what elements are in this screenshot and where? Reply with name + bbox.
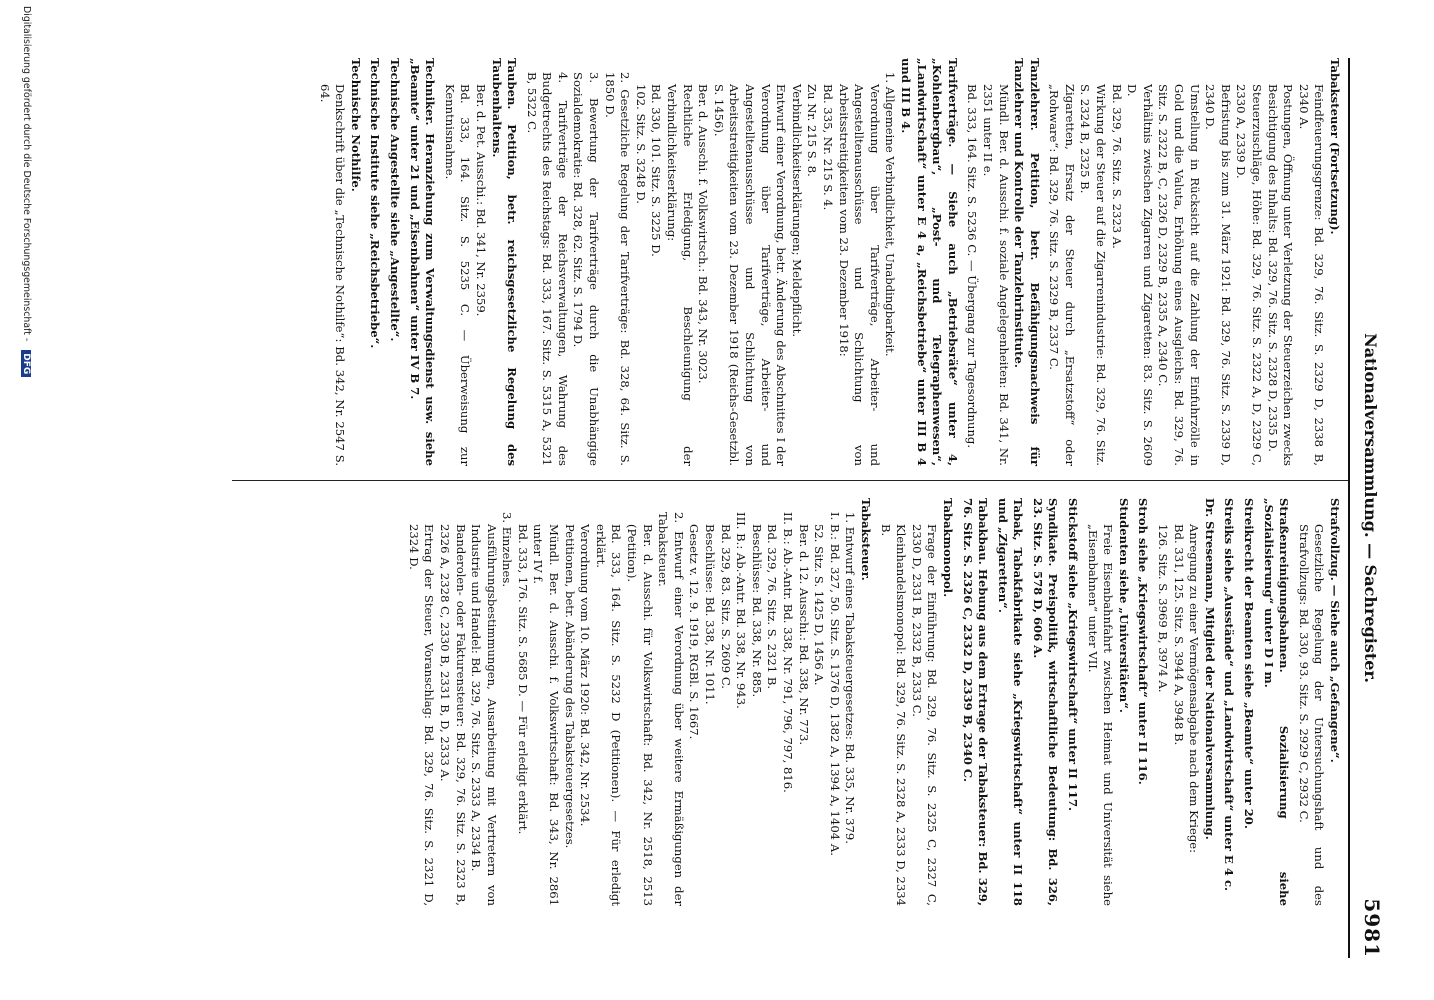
digitization-footer <box>21 6 32 996</box>
entry-line: 2. Entwurf einer Verordnung über weitere Ermäßigungen der Tabaksteuer. <box>656 512 686 906</box>
index-entry <box>441 58 519 466</box>
entry-line: Zigaretten, Ersatz der Steuer durch „Ersatzstoff“ oder „Rohware“: Bd. 329, 76. Sitz. S. 2329 B, 2337 C. <box>1047 84 1077 466</box>
footer-text: Digitalisierung gefördert durch die Deutsche Forschungsgemeinschaft - <box>21 6 32 342</box>
entry-heading: Stickstoff siehe „Kriegswirtschaft“ unter II 117. <box>1066 498 1081 812</box>
entry-line: Steuerzuschläge, Höhe: Bd. 329, 76. Sitz. S. 2322 A, D, 2329 C, 2330 A, 2339 D. <box>1234 84 1265 466</box>
entry-heading: Tarifverträge. — Siehe auch „Betriebsräte“ unter 4, „Kohlenbergbau“, „Post- und Telegraphenwesen“, „Landwirtschaft“ unter E 4 a, „Reichsbetriebe“ unter III B 4 und III B 4. <box>898 58 960 466</box>
entry-heading: Tabak, Tabakfabrikate siehe „Kriegswirtschaft“ unter II 118 und „Zigaretten“. <box>995 498 1026 906</box>
entry-heading: Tabaksteuer. <box>858 498 873 581</box>
entry-line: Freie Eisenbahnfahrt zwischen Heimat und Universität siehe „Eisenbahnen“ unter VII. <box>1085 524 1116 906</box>
entry-heading: Tanzlehrer. Petition, betr. Befähigungsnachweis für Tanzlehrer und Kontrolle der Tanzlehrinstitute. <box>1012 58 1042 466</box>
entry-heading: Tauben. Petition, betr. reichsgesetzliche Regelung des Taubenhaltens. <box>489 58 520 466</box>
index-entry <box>994 498 1025 906</box>
entry-line: Rechtliche Erledigung, Beschleunigung der Verbindlichkeitserklärung: <box>665 84 695 466</box>
entry-line: Banderolen- oder Fakturensteuer: Bd. 329, 76. Sitz. S. 2323 B, 2326 A, 2328 C, 2330 B, 2331 B, D, 2333 A. <box>437 524 468 906</box>
index-entry <box>523 58 960 466</box>
index-entry <box>406 58 437 466</box>
entry-line: Beschlüsse: Bd. 338, Nr. 1011. <box>703 524 718 705</box>
entry-line: Verordnung über Tarifverträge, Arbeiter- und Angestelltenausschüsse und Schlichtung von Arbeitsstreitigkeiten vom 23. Dezember 1918: <box>836 84 882 466</box>
entry-heading: Technische Nothilfe. <box>348 58 363 192</box>
index-entry <box>964 58 1042 466</box>
entry-line: Verordnung vom 10. März 1920: Bd. 342, Nr. 2534. <box>578 524 593 827</box>
entry-line: Bd. 333, 164. Sitz. S. 5236 C. — Übergang zur Tagesordnung. <box>965 84 980 449</box>
entry-line: Gesetzliche Regelung der Untersuchungshaft und des Strafvollzugs: Bd. 330, 93. Sitz. S. 2929 C, 2932 C. <box>1296 524 1327 906</box>
entry-line: III. B.: Ab.-Antr. Bd. 338, Nr. 943. <box>734 512 749 709</box>
dfg-logo: DFG <box>21 350 31 377</box>
entry-line: Petitionen, betr. Abänderung des Tabaksteuergesetzes. <box>562 524 577 849</box>
entry-line: Anregung zu einer Vermögensabgabe nach dem Kriege: <box>1187 524 1202 854</box>
index-entry <box>1240 498 1256 906</box>
index-entry <box>1065 498 1081 906</box>
entry-heading: Tabakbau. Hebung aus dem Ertrage der Tabaksteuer: Bd. 329, 76. Sitz. S. 2326 C, 2332 D, 2339 B, 2340 C. <box>960 498 991 906</box>
entry-line: Bd. 329, 76. Sitz. S. 2323 A. <box>1109 84 1124 249</box>
entry-line: I. B.: Bd. 327, 50. Sitz. S. 1376 D, 1382 A, 1394 A, 1404 A. <box>827 512 842 856</box>
page-title: Nationalversammlung. — Sachregister. <box>1361 333 1380 683</box>
entry-line: Bd. 335, Nr. 215 S. 4. <box>821 84 835 211</box>
index-entry <box>1221 498 1237 906</box>
entry-heading: Strafvollzug. — Siehe auch „Gefangene“. <box>1328 498 1342 763</box>
index-entry <box>1135 498 1151 906</box>
index-entry <box>1029 498 1060 906</box>
entry-line: 3. Einzelnes. <box>500 512 515 588</box>
entry-line: Postungen, Öffnung unter Verletzung der Steuerzeichen zwecks Besichtigung des Inhalts: Bd. 329, 76. Sitz. S. 2328 D, 2335 D. <box>1265 84 1296 466</box>
entry-heading: Dr. Stresemann, Mitglied der Nationalversammlung. <box>1202 498 1217 840</box>
entry-line: Entwurf einer Verordnung, betr. Änderung des Abschnittes I der Verordnung über Tarifverträge, Arbeiter- und Angestelltenausschüsse und Schlichtung von Arbeitsstreitigkeiten vom 23. Dezember 1918 (Reichs-Gesetzbl. S. 1456). <box>711 84 789 466</box>
index-entry <box>877 498 955 906</box>
index-entry <box>959 498 990 906</box>
entry-line: Ber. d. Ausschi. für Volkswirtschaft: Bd. 342, Nr. 2518, 2513 (Petition). <box>625 524 655 906</box>
entry-heading: Syndikate. Preispolitik, wirtschaftliche Bedeutung: Bd. 326, 23. Sitz. S. 578 D, 606 A. <box>1030 498 1061 906</box>
entry-line: Umstellung in Rücksicht auf die Zahlung der Einfuhrzölle in Gold und die Valuta, Erhöhung eines Ausgleichs: Bd. 329, 76. Sitz. S. 2322 B, C, 2326 D, 2329 B, 2335 A, 2340 C. <box>1156 84 1202 466</box>
entry-line: Bd. 333, 176. Sitz. S. 5685 D. — Für erledigt erklärt. <box>515 524 530 835</box>
entry-line: Wirkung der Steuer auf die Zigarrenindustrie: Bd. 329, 76. Sitz. S. 2324 B, 2325 B. <box>1078 84 1109 466</box>
entry-line: Feindfeuerungsgrenze: Bd. 329, 76. Sitz. S. 2329 D, 2338 B, 2340 A. <box>1296 84 1327 466</box>
entry-line: Bd. 331, 125. Sitz. S. 3944 A, 3948 B. <box>1171 524 1186 746</box>
entry-line: II. B.: Ab.-Antr. Bd. 338, Nr. 791, 796, 797, 816. <box>781 512 795 793</box>
entry-line: Ber. d. 12. Ausschi.: Bd. 338, Nr. 773. <box>796 524 811 746</box>
entry-line: Bd. 329, 76. Sitz. S. 2321 B. <box>765 524 780 690</box>
entry-heading: Straßenreinigungsbahnen. Sozialisierung siehe „Sozialisierung“ unter D I m. <box>1261 498 1292 906</box>
entry-line: Mündl. Ber. d. Ausschi. f. Volkswirtschaft: Bd. 343, Nr. 2861 unter IV f. <box>531 524 562 906</box>
index-entry <box>1295 498 1342 906</box>
index-entry <box>316 58 363 466</box>
entry-heading: Streikrecht der Beamten siehe „Beamte“ unter 20. <box>1242 498 1257 829</box>
entry-line: Bd. 329, 83. Sitz. S. 2609 C. <box>718 524 733 689</box>
entry-heading: Tabaksteuer (Fortsetzung). <box>1328 58 1342 235</box>
entry-line: Bd. 333, 164. Sitz. S. 5232 D (Petitionen). — Für erledigt erklärt. <box>593 524 624 906</box>
entry-line: Denkschrift über die „Technische Nothilfe“: Bd. 342, Nr. 2547 S. 64. <box>317 84 348 466</box>
index-entry <box>1260 498 1291 906</box>
left-column <box>312 58 1342 466</box>
page-header <box>1356 58 1384 958</box>
entry-heading: Technische Angestellte siehe „Angestellte“. <box>387 58 402 342</box>
entry-line: Bd. 333, 164. Sitz. S. 5235 C. — Überweisung zur Kenntnisnahme. <box>442 84 473 466</box>
entry-line: Ber. d. Ausschi. f. Volkswirtsch.: Bd. 343, Nr. 3023. <box>696 84 711 384</box>
page-number: 5981 <box>1360 898 1384 958</box>
entry-line: Befristung bis zum 31. März 1921: Bd. 329, 76. Sitz. S. 2339 D, 2340 D. <box>1203 84 1233 466</box>
index-entry <box>386 58 402 466</box>
entry-heading: Stroh siehe „Kriegswirtschaft“ unter II 116. <box>1136 498 1151 785</box>
entry-heading: Tabakmonopol. <box>940 498 955 598</box>
entry-line: 52. Sitz. S. 1425 D, 1456 A. <box>812 524 827 686</box>
entry-line: Zu Nr. 215 S. 8. <box>805 84 820 177</box>
index-entry <box>1046 58 1342 466</box>
header-rule <box>1348 58 1350 958</box>
entry-line: 4. Tarifverträge der Reichsverwaltungen, Wahrung des Budgetrechts des Reichstags: Bd. 333, 167. Sitz. S. 5315 A, 5321 B, 5322 C. <box>524 72 570 466</box>
entry-line: Verbindlichkeitserklärungen; Meldepflicht. <box>789 84 804 338</box>
entry-heading: Techniker. Heranziehung zum Verwaltungsdienst usw. siehe „Beamte“ unter 21 und „Eisenbahnen“ unter IV B 7. <box>407 58 438 466</box>
entry-line: 1. Allgemeine Verbindlichkeit, Unabdingbarkeit. <box>883 72 898 357</box>
entry-line: 1. Entwurf eines Tabaksteuergesetzes: Bd. 335, Nr. 379. <box>843 512 858 844</box>
entry-line: Ausführungsbestimmungen, Ausarbeitung mit Vertretern von Industrie und Handel: Bd. 329, 76. Sitz. S. 2333 A, 2334 B. <box>469 524 499 906</box>
entry-line: Ber. d. Pet. Ausschi.: Bd. 341, Nr. 2359. <box>473 84 488 317</box>
entry-line: Frage der Einführung: Bd. 329, 76. Sitz. S. 2325 C, 2327 C, 2330 D, 2331 B, 2332 B, 2333 C. <box>909 524 940 906</box>
entry-line: Kleinhandelsmonopol: Bd. 329, 76. Sitz. S. 2328 A, 2333 D, 2334 B. <box>878 524 909 906</box>
entry-line: Bd. 330, 101. Sitz. S. 3225 D. <box>649 84 664 257</box>
entry-line: 3. Bewertung der Tarifverträge durch die Unabhängige Sozialdemokratie: Bd. 328, 62. Sitz. S. 1794 D. <box>571 72 602 466</box>
right-column <box>401 498 1342 906</box>
index-entry <box>1154 498 1216 906</box>
index-entry <box>367 58 383 466</box>
entry-line: Ertrag der Steuer, Voranschlag: Bd. 329, 76. Sitz. S. 2321 D, 2324 D. <box>406 524 437 906</box>
column-divider <box>232 480 1348 481</box>
entry-line: 2. Gesetzliche Regelung der Tarifverträge: Bd. 328, 64. Sitz. S. 1850 D. <box>602 72 633 466</box>
entry-heading: Technische Institute siehe „Reichsbetriebe“. <box>368 58 383 349</box>
index-entry <box>405 498 873 906</box>
entry-line: Beschlüsse: Bd. 338, Nr. 885. <box>749 524 764 698</box>
entry-heading: Streiks siehe „Ausstände“ und „Landwirtschaft“ unter E 4 c. <box>1222 498 1237 892</box>
entry-line: Verhältnis zwischen Zigarren und Zigaretten: 83. Sitz. S. 2609 D. <box>1125 84 1155 466</box>
entry-line: Mündl. Ber. d. Ausschi. f. soziale Angelegenheiten: Bd. 341, Nr. 2351 unter II e. <box>980 84 1011 466</box>
entry-line: 126. Sitz. S. 3969 B, 3974 A. <box>1156 524 1171 693</box>
entry-heading: Studenten siehe „Universitäten“. <box>1116 498 1131 713</box>
index-entry <box>1084 498 1131 906</box>
entry-line: Gesetz v. 12. 9. 1919, RGBl. S. 1667. <box>687 524 702 740</box>
entry-line: 102. Sitz. S. 3248 D. <box>633 84 648 204</box>
